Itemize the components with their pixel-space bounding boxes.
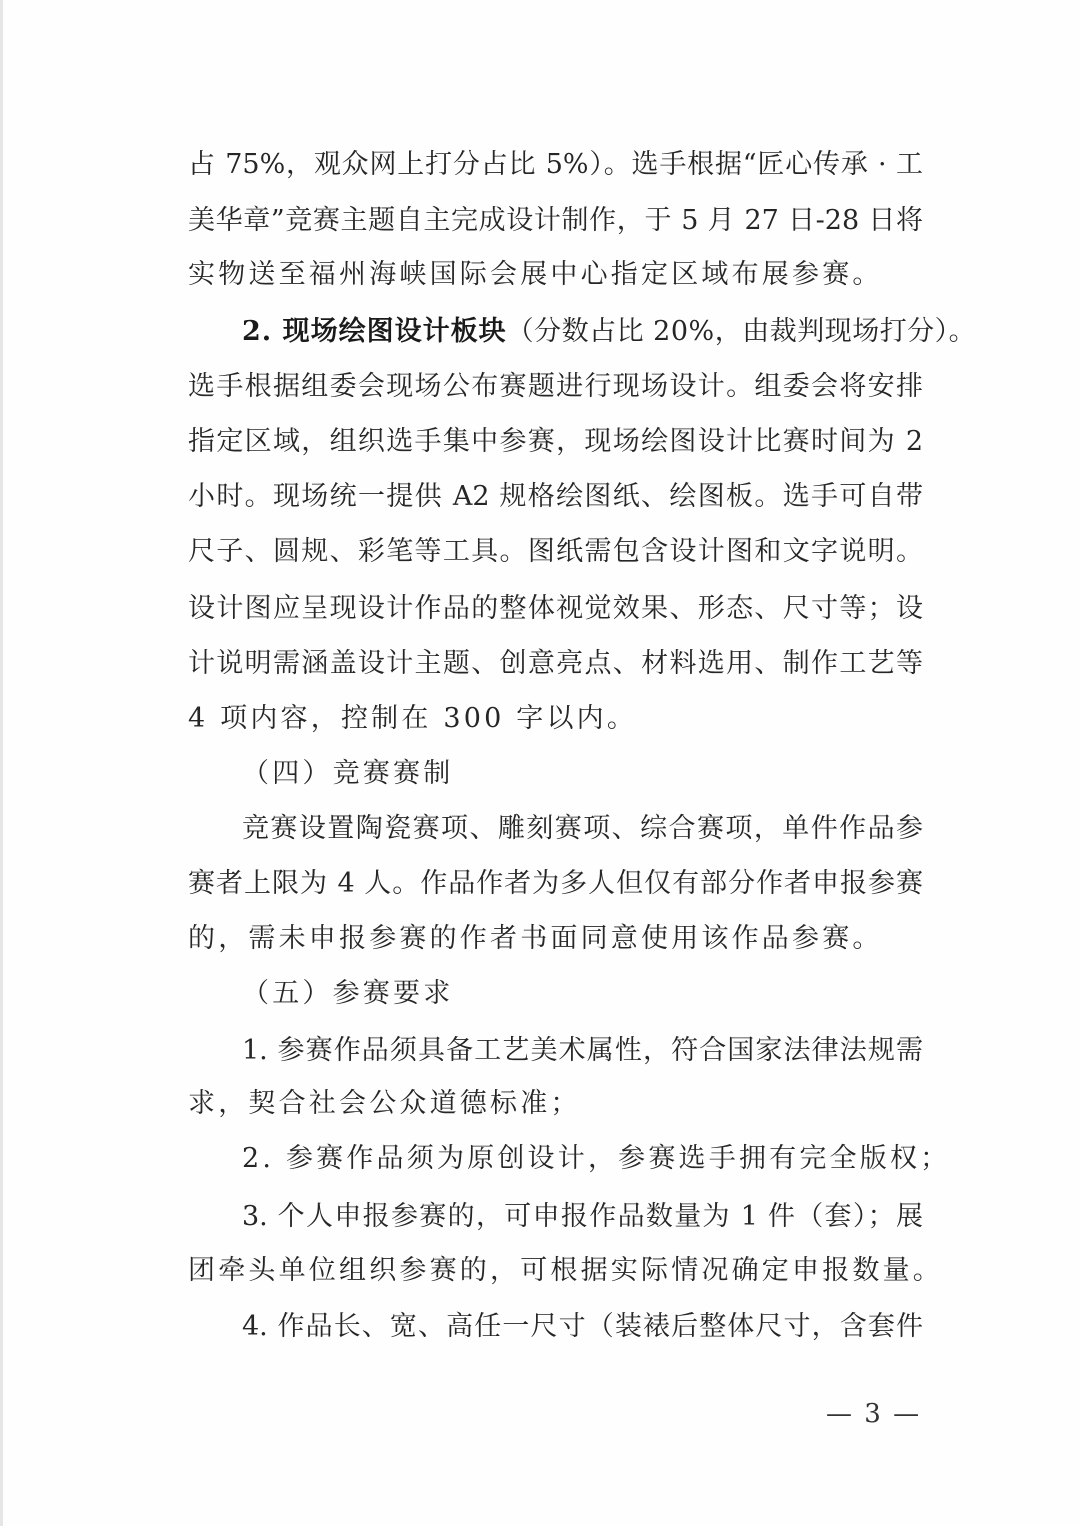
page-number: — 3 —: [826, 1399, 922, 1429]
paragraph-line: 指定区域，组织选手集中参赛，现场绘图设计比赛时间为 2: [188, 426, 923, 457]
requirement-item-cont: 求，契合社会公众道德标准；: [188, 1088, 581, 1119]
paragraph-line: 选手根据组委会现场公布赛题进行现场设计。组委会将安排: [188, 371, 923, 402]
section-2-note: （分数占比 20%，由裁判现场打分）。: [506, 316, 977, 347]
requirement-item: 1. 参赛作品须具备工艺美术属性，符合国家法律法规需: [242, 1035, 923, 1066]
paragraph-line: 实物送至福州海峡国际会展中心指定区域布展参赛。: [188, 259, 883, 290]
paragraph-line: 计说明需涵盖设计主题、创意亮点、材料选用、制作工艺等: [188, 648, 923, 679]
paragraph-line: 的，需未申报参赛的作者书面同意使用该作品参赛。: [188, 923, 883, 954]
paragraph-line: 占 75%，观众网上打分占比 5%）。选手根据“匠心传承 · 工: [188, 149, 923, 180]
paragraph-line: 美华章”竞赛主题自主完成设计制作，于 5 月 27 日-28 日将: [188, 205, 923, 236]
heading-competition-format: （四）竞赛赛制: [242, 758, 454, 789]
requirement-item: 3. 个人申报参赛的，可申报作品数量为 1 件（套）；展: [242, 1201, 923, 1232]
requirement-item: 4. 作品长、宽、高任一尺寸（装裱后整体尺寸，含套件: [242, 1311, 923, 1342]
paragraph-line: 竞赛设置陶瓷赛项、雕刻赛项、综合赛项，单件作品参: [242, 813, 923, 844]
section-2-title: 2. 现场绘图设计板块: [242, 316, 507, 347]
paragraph-line: 小时。现场统一提供 A2 规格绘图纸、绘图板。选手可自带: [188, 481, 923, 512]
requirement-item-cont: 团牵头单位组织参赛的，可根据实际情况确定申报数量。: [188, 1255, 943, 1286]
requirement-item: 2. 参赛作品须为原创设计，参赛选手拥有完全版权；: [242, 1143, 951, 1174]
paragraph-line: 尺子、圆规、彩笔等工具。图纸需包含设计图和文字说明。: [188, 536, 923, 567]
paragraph-line: 设计图应呈现设计作品的整体视觉效果、形态、尺寸等；设: [188, 593, 923, 624]
heading-requirements: （五）参赛要求: [242, 978, 454, 1009]
page-edge: [0, 0, 3, 1526]
section-2-line: [242, 314, 977, 350]
paragraph-line: 4 项内容，控制在 300 字以内。: [188, 703, 638, 734]
paragraph-line: 赛者上限为 4 人。作品作者为多人但仅有部分作者申报参赛: [188, 868, 923, 899]
